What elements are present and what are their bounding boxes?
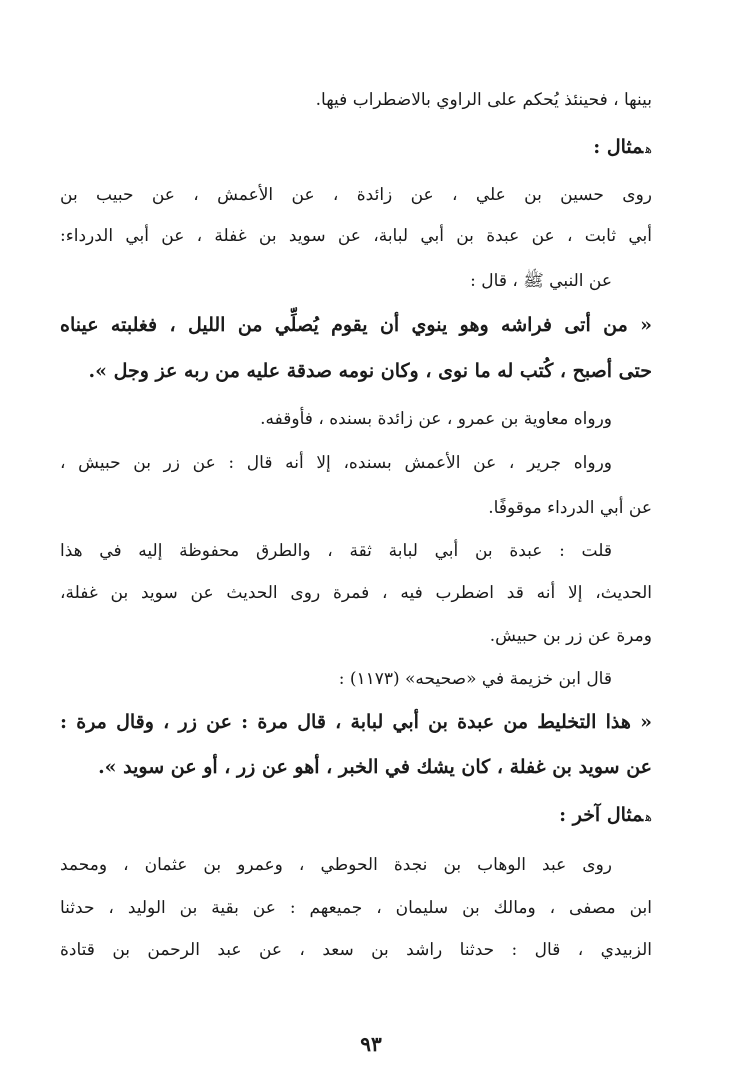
text-line: ورواه جرير ، عن الأعمش بسنده، إلا أنه قال : عن زر بن حبيش ، <box>60 453 612 473</box>
hadith-text-line: « من أتى فراشه وهو ينوي أن يقوم يُصلِّي من الليل ، فغلبته عيناه <box>60 314 652 336</box>
page-number: ٩٣ <box>360 1032 382 1056</box>
heading-label: مثال : <box>593 136 644 158</box>
quote-text-line: عن سويد بن غفلة ، كان يشك في الخبر ، أهو عن زر ، أو عن سويد ». <box>98 756 652 778</box>
page-body <box>60 70 652 1030</box>
text-line: عن أبي الدرداء موقوفًا. <box>488 498 652 518</box>
quote-text-line: « هذا التخليط من عبدة بن أبي لبابة ، قال مرة : عن زر ، وقال مرة : <box>60 711 652 733</box>
heading-marker: ه <box>645 142 652 157</box>
text-line: الحديث، إلا أنه قد اضطرب فيه ، فمرة روى الحديث عن سويد بن غفلة، <box>60 583 652 603</box>
text-line: ورواه معاوية بن عمرو ، عن زائدة بسنده ، فأوقفه. <box>260 409 612 429</box>
text-line: روى عبد الوهاب بن نجدة الحوطي ، وعمرو بن عثمان ، ومحمد <box>60 855 612 875</box>
text-line: قلت : عبدة بن أبي لبابة ثقة ، والطرق محفوظة إليه في هذا <box>60 541 612 561</box>
text-line: أبي ثابت ، عن عبدة بن أبي لبابة، عن سويد بن غفلة ، عن أبي الدرداء: <box>60 226 652 246</box>
text-line: عن النبي ﷺ ، قال : <box>470 271 612 291</box>
text-line: روى حسين بن علي ، عن زائدة ، عن الأعمش ، عن حبيب بن <box>60 185 652 205</box>
heading-label: مثال آخر : <box>559 804 644 826</box>
section-heading-another-example <box>60 800 652 830</box>
section-heading-example <box>60 132 652 162</box>
text-line: الزبيدي ، قال : حدثنا راشد بن سعد ، عن عبد الرحمن بن قتادة <box>60 940 652 960</box>
text-line: بينها ، فحينئذ يُحكم على الراوي بالاضطراب فيها. <box>315 90 652 110</box>
text-line: ومرة عن زر بن حبيش. <box>489 626 652 646</box>
hadith-text-line: حتى أصبح ، كُتب له ما نوى ، وكان نومه صدقة عليه من ربه عز وجل ». <box>88 360 652 382</box>
text-line: قال ابن خزيمة في «صحيحه» (١١٧٣) : <box>338 669 612 689</box>
text-line: ابن مصفى ، ومالك بن سليمان ، جميعهم : عن بقية بن الوليد ، حدثنا <box>60 898 652 918</box>
heading-marker: ه <box>645 810 652 825</box>
